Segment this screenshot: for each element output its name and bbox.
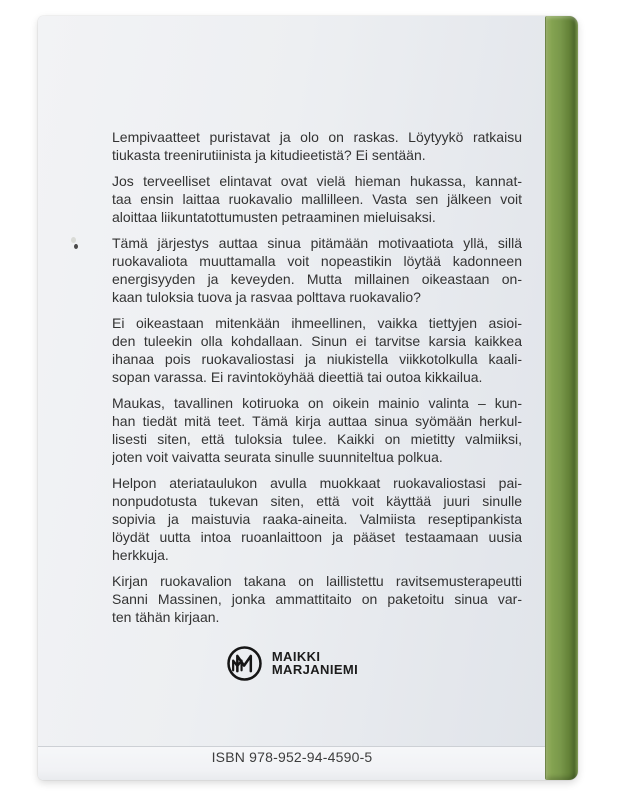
paragraph-line: kaan tuloksia tuova ja rasvaa polttava ruokavalio? (112, 289, 421, 305)
paragraph-line: lisesti siten, että tuloksia tulee. Kaikki on mietitty valmiiksi, (112, 431, 522, 447)
paragraph-line: Sanni Massinen, jonka ammattitaito on paketoitu sinua var- (112, 591, 522, 607)
paragraph-line: sopan varassa. Ei ravintoköyhää dieettiä tai outoa kikkailua. (112, 369, 483, 385)
book-back-cover (38, 16, 578, 780)
mm-monogram-icon (226, 645, 263, 682)
paragraph (112, 572, 522, 626)
paragraph (112, 234, 522, 306)
paragraph (112, 172, 522, 226)
paragraph-line: Kirjan ruokavalion takana on laillistettu ravitsemusterapeutti (112, 573, 522, 589)
paragraph-line: energisyyden ja keveyden. Mutta millainen oikeastaan on- (112, 271, 522, 287)
cover-speck (74, 244, 78, 249)
publisher-logo (38, 645, 546, 682)
paragraph-line: han tiedät mitä teet. Tämä kirja auttaa sinua syömään herkul- (112, 413, 522, 429)
publisher-name-line2: MARJANIEMI (271, 661, 359, 677)
paragraph-line: taa ensin laittaa ruokavalio mallilleen. Vasta sen jälkeen voit (112, 191, 522, 207)
paragraph-line: nonpudotusta tukevan siten, että voit käyttää juuri sinulle (112, 493, 522, 509)
blurb (112, 128, 522, 626)
paragraph-line: ruokavaliota muuttamalla voit nopeastikin löytää kadonneen (112, 253, 522, 269)
paragraph-line: Jos terveelliset elintavat ovat vielä hieman hukassa, kannat- (112, 173, 522, 189)
paragraph-line: Maukas, tavallinen kotiruoka on oikein mainio valinta – kun- (112, 395, 522, 411)
paragraph-line: den tuleekin olla kohdallaan. Sinun ei tarvitse karsia kaikkea (112, 333, 522, 349)
paragraph-line: ihanaa pois ruokavaliostasi ja niukistella viikkotolkulla kaali- (112, 351, 522, 367)
paragraph (112, 128, 522, 164)
isbn-strip (38, 746, 546, 780)
isbn-text: ISBN 978-952-94-4590-5 (211, 749, 373, 765)
paragraph (112, 474, 522, 564)
paragraph-line: herkkuja. (112, 547, 169, 563)
paragraph-line: tiukasta treenirutiinista ja kitudieetistä? Ei sentään. (112, 147, 426, 163)
book-spine (545, 16, 578, 780)
paragraph (112, 394, 522, 466)
paragraph-line: aloittaa liikuntatottumusten petraaminen mieluisaksi. (112, 209, 436, 225)
paragraph-line: Helpon ateriataulukon avulla muokkaat ruokavaliostasi pai- (112, 475, 522, 491)
publisher-name-line1: MAIKKI (271, 649, 321, 664)
paragraph-line: sopivia ja maistuvia raaka-aineita. Valmiista reseptipankista (112, 511, 522, 527)
paragraph (112, 314, 522, 386)
paragraph-line: löydät uutta intoa ruoanlaittoon ja pääset testaamaan uusia (112, 529, 522, 545)
publisher-name (272, 651, 358, 676)
paragraph-line: joten voit vaivatta seurata sinulle suunniteltua polkua. (112, 449, 443, 465)
paragraph-line: ten tähän kirjaan. (112, 609, 220, 625)
cover-surface (38, 16, 546, 780)
paragraph-line: Tämä järjestys auttaa sinua pitämään motivaatiota yllä, sillä (112, 235, 522, 251)
paragraph-line: Ei oikeastaan mitenkään ihmeellinen, vaikka tiettyjen asioi- (112, 315, 522, 331)
paragraph-line: Lempivaatteet puristavat ja olo on raskas. Löytyykö ratkaisu (112, 129, 522, 145)
